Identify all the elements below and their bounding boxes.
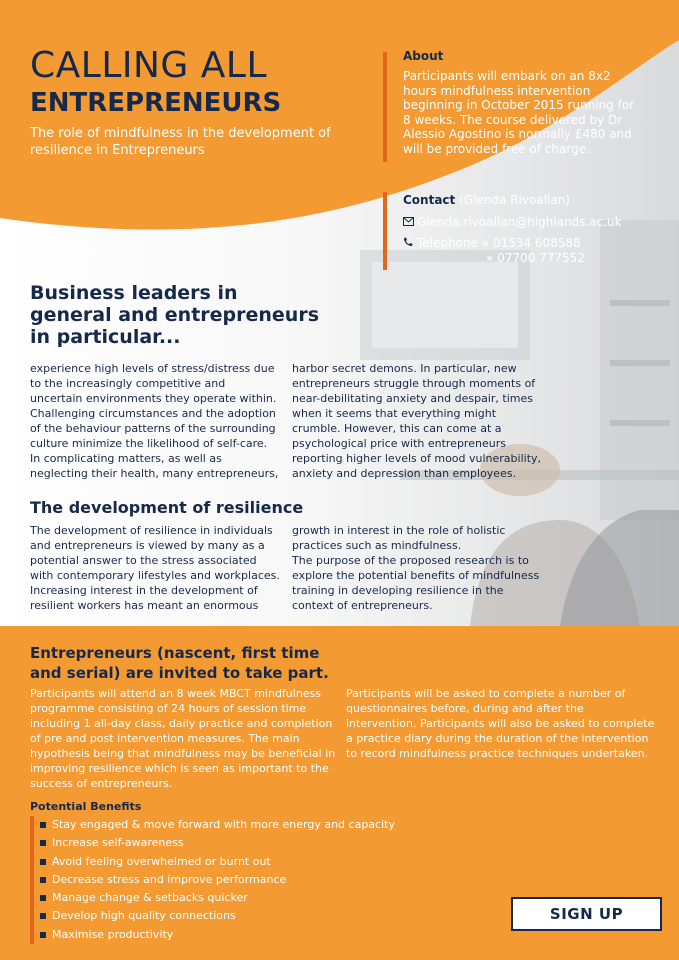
resilience-col-1: The development of resilience in individuals and entrepreneurs is viewed by many as a potential answer to the stress associated with contemporary lifestyles and workplaces. Increasing interest in the development of resilient workers has meant an enormous xyxy=(30,524,280,612)
contact-name: (Glenda Rivoallan) xyxy=(459,193,570,207)
benefit-item: Maximise productivity xyxy=(38,926,395,944)
envelope-icon xyxy=(403,215,417,230)
phone-icon xyxy=(403,236,417,251)
phone-number-1[interactable]: » 01534 608588 xyxy=(481,236,581,250)
contact-label: Contact xyxy=(403,193,456,207)
square-bullet-icon xyxy=(40,822,46,828)
contact-phone-row xyxy=(403,236,581,251)
contact-heading xyxy=(403,193,570,207)
benefits-heading: Potential Benefits xyxy=(30,800,142,813)
contact-email-row[interactable] xyxy=(403,215,622,230)
benefit-item: Increase self-awareness xyxy=(38,834,395,852)
square-bullet-icon xyxy=(40,840,46,846)
business-col-2: harbor secret demons. In particular, new entrepreneurs struggle through moments of near-debilitating anxiety and despair, times when it seems that everything might crumble. However, this can come at a psychological price with entrepreneurs reporting higher levels of mood vulnerability, anxiety and depression than employees. xyxy=(292,362,542,480)
benefits-accent-bar xyxy=(30,816,34,944)
benefit-item: Manage change & setbacks quicker xyxy=(38,889,395,907)
contact-email[interactable]: Glenda.rivoallan@highlands.ac.uk xyxy=(417,215,622,229)
square-bullet-icon xyxy=(40,932,46,938)
about-heading: About xyxy=(403,49,444,63)
phone-number-2[interactable]: » 07700 777552 xyxy=(486,251,585,265)
about-accent-bar xyxy=(383,52,387,162)
benefit-item: Decrease stress and improve performance xyxy=(38,871,395,889)
subtitle: The role of mindfulness in the development of resilience in Entrepreneurs xyxy=(30,126,331,158)
title-line-2: ENTREPRENEURS xyxy=(30,88,282,118)
resilience-col-2a: growth in interest in the role of holistic practices such as mindfulness. xyxy=(292,524,506,552)
invite-col-2: Participants will be asked to complete a number of questionnaires before, during and after the intervention. Participants will also be asked to complete a practice diary during the duration of the intervention to record mindfulness practice techniques undertaken. xyxy=(346,687,655,760)
square-bullet-icon xyxy=(40,895,46,901)
benefit-item: Develop high quality connections xyxy=(38,907,395,925)
resilience-heading: The development of resilience xyxy=(30,498,304,517)
square-bullet-icon xyxy=(40,913,46,919)
benefit-item: Avoid feeling overwhelmed or burnt out xyxy=(38,853,395,871)
sign-up-button[interactable]: SIGN UP xyxy=(511,897,662,931)
business-col-1: experience high levels of stress/distress due to the increasingly competitive and uncertain environments they operate within. Challenging circumstances and the adoption of the behaviour patterns of the surrounding culture minimize the likelihood of self-care. In complicating matters, as well as neglecting their health, many entrepreneurs, xyxy=(30,362,279,480)
benefit-item: Stay engaged & move forward with more energy and capacity xyxy=(38,816,395,834)
business-heading: Business leaders in general and entrepreneurs in particular... xyxy=(30,282,320,348)
square-bullet-icon xyxy=(40,877,46,883)
invite-col-1: Participants will attend an 8 week MBCT mindfulness programme consisting of 24 hours of session time including 1 all-day class, daily practice and completion of pre and post intervention measures. The main hypothesis being that mindfulness may be beneficial in improving resilience which is seen as important to the success of entrepreneurs. xyxy=(30,687,336,790)
phone-label: Telephone xyxy=(417,236,478,250)
resilience-col-2b: The purpose of the proposed research is to explore the potential benefits of mindfulness training in developing resilience in the context of entrepreneurs. xyxy=(292,554,540,612)
benefits-list xyxy=(38,816,395,944)
contact-accent-bar xyxy=(383,192,387,270)
title-line-1: CALLING ALL xyxy=(30,45,268,86)
about-text: Participants will embark on an 8x2 hours mindfulness intervention beginning in October 2015 running for 8 weeks. The course delivered by Dr Alessio Agostino is normally £480 and will be provided free of charge. xyxy=(403,69,635,156)
invite-heading: Entrepreneurs (nascent, first time and serial) are invited to take part. xyxy=(30,644,329,682)
square-bullet-icon xyxy=(40,859,46,865)
